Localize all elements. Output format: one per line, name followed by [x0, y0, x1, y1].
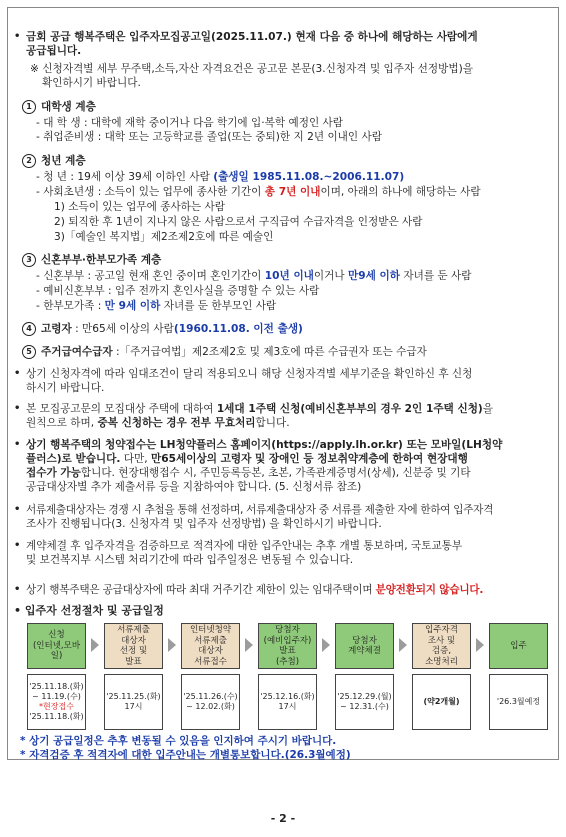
intro-title-line1: 금회 공급 행복주택은 입주자모집공고일(2025.11.07.) 현재 다음 중 하나에 해당하는 사람에게: [26, 31, 478, 43]
bullet: •: [14, 368, 21, 379]
category-3-title: 3 신혼부부·한부모가족 계층: [22, 253, 161, 267]
bullet-4-line1: 서류제출대상자는 경쟁 시 추첨을 통해 선정하며, 서류제출대상자 중 서류를 제출한 자에 한하여 입주자격: [26, 504, 494, 516]
intro-title-line2: 공급됩니다.: [26, 45, 82, 57]
date-contract: '25.12.29.(월) ~ 12.31.(수): [335, 674, 394, 730]
circled-number-5: 5: [22, 345, 36, 359]
category-1-title: 1 대학생 계층: [22, 100, 96, 114]
date-apply: '25.11.18.(화) ~ 11.19.(수) *현장접수 '25.11.18.(화): [27, 674, 86, 730]
category-3-line3: - 한부모가족 : 만 9세 이하 자녀를 둔 한부모인 사람: [36, 300, 277, 312]
category-1-line2: - 취업준비생 : 대학 또는 고등학교를 졸업(또는 중퇴)한 지 2년 이내인 사람: [36, 131, 382, 143]
category-4: 4 고령자 : 만65세 이상의 사람(1960.11.08. 이전 출생): [22, 322, 303, 336]
date-winner-announcement: '25.12.16.(화) 17시: [258, 674, 317, 730]
page-number: - 2 -: [270, 812, 296, 825]
date-document-submission: '25.11.26.(수) ~ 12.02.(화): [181, 674, 240, 730]
intro-note-line2: 확인하시기 바랍니다.: [42, 77, 141, 89]
step-document-selection: 서류제출 대상자 선정 및 발표: [104, 623, 163, 669]
category-2-sub3: 3)「예술인 복지법」제2조제2호에 따른 예술인: [54, 231, 274, 243]
step-document-submission: 인터넷청약 서류제출 대상자 서류접수: [181, 623, 240, 669]
arrow-icon: [399, 638, 407, 652]
bullet-5-line1: 계약체결 후 입주자격을 검증하므로 적격자에 대한 입주안내는 추후 개별 통보하며, 국토교통부: [26, 540, 463, 552]
arrow-icon: [476, 638, 484, 652]
step-contract: 당첨자 계약체결: [335, 623, 394, 669]
arrow-icon: [168, 638, 176, 652]
step-verification: 입주자격 조사 및 검증, 소명처리: [412, 623, 471, 669]
category-1-line1: - 대 학 생 : 대학에 재학 중이거나 다음 학기에 입·복학 예정인 사람: [36, 117, 344, 129]
step-winner-announcement: 당첨자 (예비입주자) 발표 (추첨): [258, 623, 317, 669]
schedule-heading: • 입주자 선정절차 및 공급일정: [14, 604, 164, 617]
bullet-2-line2: 원칙으로 하며, 중복 신청하는 경우 전부 무효처리합니다.: [26, 417, 290, 429]
bullet-3-line1: 상기 행복주택의 청약접수는 LH청약플러스 홈페이지(https://apply.lh.or.kr) 또는 모바일(LH청약: [26, 439, 503, 451]
bullet: •: [14, 31, 21, 42]
bullet: •: [14, 403, 21, 414]
bullet: •: [14, 540, 21, 551]
bullet-5-line2: 및 보건복지부 시스템 처리기간에 따라 입주일정은 변동될 수 있습니다.: [26, 554, 354, 566]
bullet-3-line4: 공급대상자별 추가 제출서류 등을 지참하여야 합니다. (5. 신청서류 참조): [26, 481, 362, 493]
step-apply: 신청 (인터넷,모바일): [27, 623, 86, 669]
bullet: •: [14, 504, 21, 515]
bullet: •: [14, 439, 21, 450]
circled-number-1: 1: [22, 100, 36, 114]
arrow-icon: [322, 638, 330, 652]
bullet-1-line1: 상기 신청자격에 따라 임대조건이 달리 적용되오니 해당 신청자격별 세부기준을 확인하신 후 신청: [26, 368, 473, 380]
category-3-line2: - 예비신혼부부 : 입주 전까지 혼인사실을 증명할 수 있는 사람: [36, 285, 320, 297]
category-2-line2: - 사회초년생 : 소득이 있는 업무에 종사한 기간이 총 7년 이내이며, 아래의 하나에 해당하는 사람: [36, 186, 481, 198]
arrow-icon: [245, 638, 253, 652]
date-move-in: '26.3월예정: [489, 674, 548, 730]
category-2-line1: - 청 년 : 19세 이상 39세 이하인 사람 (출생일 1985.11.08.~2006.11.07): [36, 171, 405, 183]
intro-note-line1: ※ 신청자격별 세부 무주택,소득,자산 자격요건은 공고문 본문(3.신청자격 및 입주자 선정방법)을: [30, 63, 473, 75]
category-2-sub1: 1) 소득이 있는 업무에 종사하는 사람: [54, 201, 225, 213]
category-2-title: 2 청년 계층: [22, 154, 86, 168]
category-2-sub2: 2) 퇴직한 후 1년이 지나지 않은 사람으로서 구직급여 수급자격을 인정받은 사람: [54, 216, 423, 228]
bullet-2-line1: 본 모집공고문의 모집대상 주택에 대하여 1세대 1주택 신청(예비신혼부부의 경우 2인 1주택 신청)을: [26, 403, 494, 415]
date-verification: (약2개월): [412, 674, 471, 730]
schedule-note-1: * 상기 공급일정은 추후 변동될 수 있음을 인지하여 주시기 바랍니다.: [20, 735, 337, 747]
bullet-1-line2: 하시기 바랍니다.: [26, 382, 105, 394]
bullet: •: [14, 584, 21, 595]
circled-number-4: 4: [22, 322, 36, 336]
circled-number-3: 3: [22, 253, 36, 267]
bullet-3-line3: 접수가 가능합니다. 현장대행접수 시, 주민등록등본, 초본, 가족관계증명서(상세), 신분증 및 기타: [26, 467, 471, 479]
category-5: 5 주거급여수급자 :「주거급여법」제2조제2호 및 제3호에 따른 수급권자 또는 수급자: [22, 345, 427, 359]
step-move-in: 입주: [489, 623, 548, 669]
date-document-selection: '25.11.25.(화) 17시: [104, 674, 163, 730]
bullet-3-line2: 플러스)로 받습니다. 다만, 만65세이상의 고령자 및 장애인 등 정보취약계층에 한하여 현장대행: [26, 453, 468, 465]
category-3-line1: - 신혼부부 : 공고일 현재 혼인 중이며 혼인기간이 10년 이내이거나 만9세 이하 자녀를 둔 사람: [36, 270, 472, 282]
arrow-icon: [91, 638, 99, 652]
schedule-note-2: * 자격검증 후 적격자에 대한 입주안내는 개별통보합니다.(26.3월예정): [20, 749, 351, 761]
bullet-6: 상기 행복주택은 공급대상자에 따라 최대 거주기간 제한이 있는 임대주택이며 분양전환되지 않습니다.: [26, 584, 484, 596]
bullet-4-line2: 조사가 진행됩니다(3. 신청자격 및 입주자 선정방법) 을 확인하시기 바랍니다.: [26, 518, 382, 530]
circled-number-2: 2: [22, 154, 36, 168]
